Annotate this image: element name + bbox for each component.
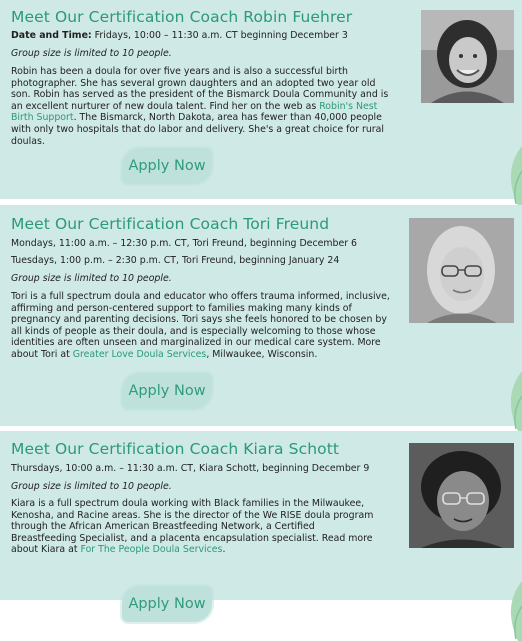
date-label: Date and Time: bbox=[11, 30, 92, 41]
bio-text: , Milwaukee, Wisconsin. bbox=[206, 348, 318, 360]
schedule-line: Thursdays, 10:00 a.m. – 11:30 a.m. CT, Kiara Schott, beginning December 9 bbox=[11, 463, 370, 474]
coach-title: Meet Our Certification Coach Tori Freund bbox=[11, 215, 330, 233]
apply-now-button[interactable]: Apply Now bbox=[122, 148, 212, 184]
schedule-line: Mondays, 11:00 a.m. – 12:30 p.m. CT, Tori Freund, beginning December 6 bbox=[11, 238, 358, 249]
bio-link[interactable]: Robin's Nest Birth Support bbox=[11, 100, 378, 124]
group-size-note: Group size is limited to 10 people. bbox=[11, 273, 172, 284]
coach-section-robin bbox=[0, 0, 522, 199]
coach-photo bbox=[421, 10, 514, 103]
coach-section-tori bbox=[0, 205, 522, 426]
coach-bio bbox=[11, 291, 391, 361]
date-value: Fridays, 10:00 – 11:30 a.m. CT beginning December 3 bbox=[91, 30, 348, 41]
bio-text: . The Bismarck, North Dakota, area has fewer than 40,000 people with only two hospitals that do labor and delivery. She's a great choice for rural doulas. bbox=[11, 112, 384, 147]
bio-link[interactable]: Greater Love Doula Services bbox=[72, 348, 207, 360]
apply-now-button[interactable]: Apply Now bbox=[122, 373, 212, 409]
bio-link[interactable]: For The People Doula Services bbox=[80, 544, 223, 556]
apply-now-button[interactable]: Apply Now bbox=[122, 586, 212, 622]
bio-text: . bbox=[222, 544, 226, 556]
group-size-note: Group size is limited to 10 people. bbox=[11, 481, 172, 492]
leaf-icon bbox=[500, 581, 522, 641]
leaf-icon bbox=[500, 146, 522, 206]
coach-section-kiara bbox=[0, 431, 522, 612]
bio-text: Tori is a full spectrum doula and educator who offers trauma informed, inclusive, affirming and person-centered support to families making many kinds of pregnancy and parenting decisions. Tori says she feels honored to be chosen by all kinds of people as their doula, and is especially welcoming to those whose identities are often unseen and marginalized in our medical care system. More about Tori at bbox=[11, 291, 390, 360]
coach-photo bbox=[409, 443, 514, 548]
coach-title: Meet Our Certification Coach Kiara Schott bbox=[11, 440, 340, 458]
schedule-line bbox=[11, 30, 348, 42]
coach-photo bbox=[409, 218, 514, 323]
coach-bio bbox=[11, 498, 383, 556]
bio-text: Robin has been a doula for over five years and is also a successful birth photographer. She has several grown daughters and an adopted two year old son. Robin has served as the president of the Bismarck Doula Community and is an excellent nurturer of new doula talent. Find her on the web as bbox=[11, 66, 389, 112]
coach-bio bbox=[11, 66, 389, 147]
coach-title: Meet Our Certification Coach Robin Fuehrer bbox=[11, 8, 353, 26]
leaf-icon bbox=[500, 371, 522, 431]
schedule-line: Tuesdays, 1:00 p.m. – 2:30 p.m. CT, Tori Freund, beginning January 24 bbox=[11, 255, 340, 266]
group-size-note: Group size is limited to 10 people. bbox=[11, 48, 172, 59]
bio-text: Kiara is a full spectrum doula working with Black families in the Milwaukee, Kenosha, and Racine areas. She is the director of the We RISE doula program through the African American Breastfeeding Network, a Certified Breastfeeding Specialist, and a placenta encapsulation specialist. Read more about Kiara at bbox=[11, 498, 374, 556]
